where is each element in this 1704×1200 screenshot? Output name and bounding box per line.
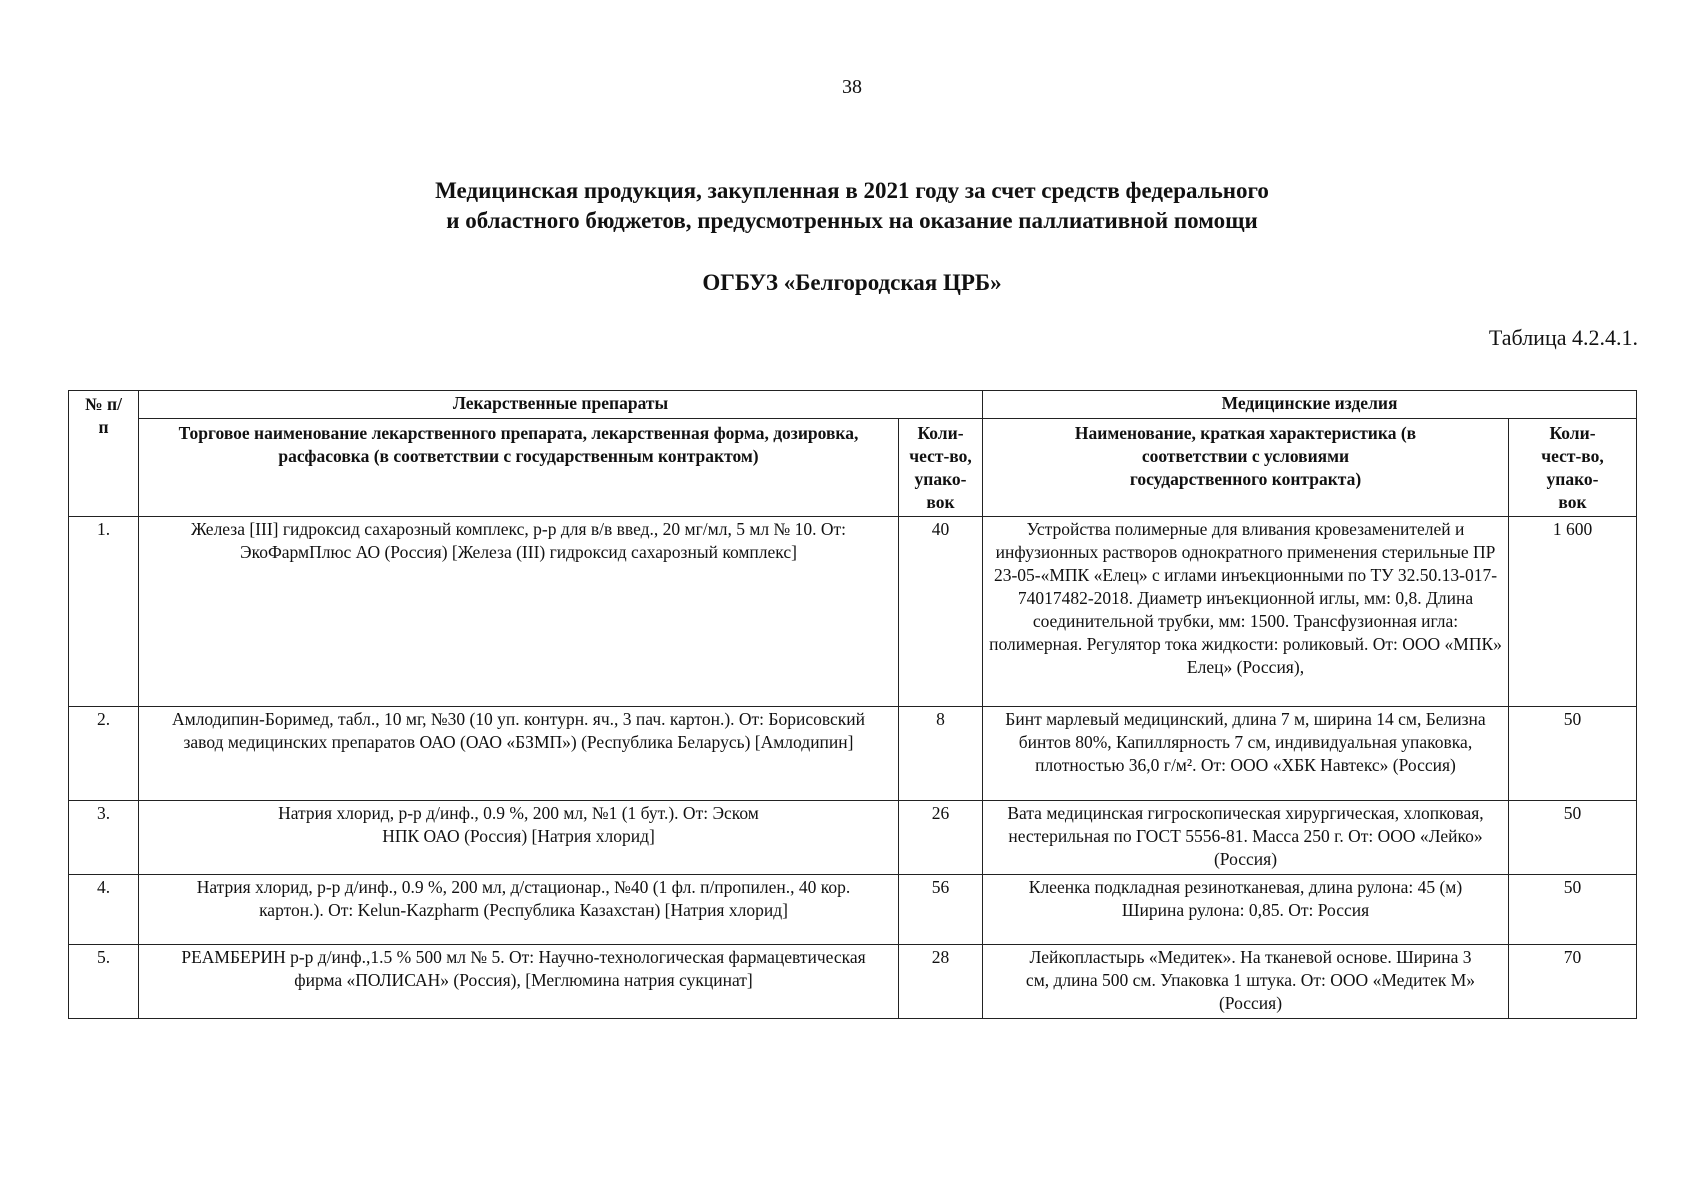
drug-quantity: 26: [899, 801, 983, 875]
drug-description: РЕАМБЕРИН р-р д/инф.,1.5 % 500 мл № 5. От: Научно-технологическая фармацевтическая фирма «ПОЛИСАН» (Россия), [Меглюмина натрия сукцинат]: [139, 945, 899, 1019]
device-description: Вата медицинская гигроскопическая хирургическая, хлопковая, нестерильная по ГОСТ 5556-81. Масса 250 г. От: ООО «Лейко» (Россия): [983, 801, 1509, 875]
document-title: [0, 176, 1704, 236]
drug-description: Натрия хлорид, р-р д/инф., 0.9 %, 200 мл, д/стационар., №40 (1 фл. п/пропилен., 40 кор. картон.). От: Kelun-Kazpharm (Республика Казахстан) [Натрия хлорид]: [139, 875, 899, 945]
header-drug-name: Торговое наименование лекарственного препарата, лекарственная форма, дозировка, расфасовка (в соответствии с государственным контрактом): [139, 419, 899, 517]
title-line-2: и областного бюджетов, предусмотренных на оказание паллиативной помощи: [446, 208, 1258, 233]
header-device-name: Наименование, краткая характеристика (в соответствии с условиями государственного контракта): [983, 419, 1509, 517]
page-number: 38: [842, 76, 862, 98]
products-table: [68, 390, 1637, 1019]
row-number: 4.: [69, 875, 139, 945]
device-quantity: 50: [1509, 707, 1637, 801]
table-caption: Таблица 4.2.4.1.: [1488, 325, 1638, 350]
drug-quantity: 40: [899, 517, 983, 707]
drug-description: Железа [III] гидроксид сахарозный комплекс, р-р для в/в введ., 20 мг/мл, 5 мл № 10. От: ЭкоФармПлюс АО (Россия) [Железа (III) гидроксид сахарозный комплекс]: [139, 517, 899, 707]
device-quantity: 50: [1509, 875, 1637, 945]
row-number: 5.: [69, 945, 139, 1019]
header-drugs-group: Лекарственные препараты: [139, 391, 983, 419]
row-number: 1.: [69, 517, 139, 707]
device-description: Лейкопластырь «Медитек». На тканевой основе. Ширина 3 см, длина 500 см. Упаковка 1 штука. От: ООО «Медитек М» (Россия): [983, 945, 1509, 1019]
drug-description: Амлодипин-Боримед, табл., 10 мг, №30 (10 уп. контурн. яч., 3 пач. картон.). От: Борисовский завод медицинских препаратов ОАО (ОАО «БЗМП») (Республика Беларусь) [Амлодипин]: [139, 707, 899, 801]
device-quantity: 50: [1509, 801, 1637, 875]
device-description: Устройства полимерные для вливания кровезаменителей и инфузионных растворов однократного применения стерильные ПР 23-05-«МПК «Елец» с иглами инъекционными по ТУ 32.50.13-017-74017482-2018. Диаметр инъекционной иглы, мм: 0,8. Длина соединительной трубки, мм: 1500. Трансфузионная игла: полимерная. Регулятор тока жидкости: роликовый. От: ООО «МПК» Елец» (Россия),: [983, 517, 1509, 707]
title-line-1: Медицинская продукция, закупленная в 2021 году за счет средств федерального: [435, 178, 1269, 203]
institution-name: ОГБУЗ «Белгородская ЦРБ»: [702, 270, 1002, 295]
header-drug-qty: Коли-чест-во, упако-вок: [899, 419, 983, 517]
table-row: [69, 875, 1637, 945]
table-row: [69, 517, 1637, 707]
drug-description: Натрия хлорид, р-р д/инф., 0.9 %, 200 мл, №1 (1 бут.). От: Эском НПК ОАО (Россия) [Натрия хлорид]: [139, 801, 899, 875]
table-row: [69, 801, 1637, 875]
device-description: Бинт марлевый медицинский, длина 7 м, ширина 14 см, Белизна бинтов 80%, Капиллярность 7 см, индивидуальная упаковка, плотностью 36,0 г/м². От: ООО «ХБК Навтекс» (Россия): [983, 707, 1509, 801]
table-group-header-row: [69, 391, 1637, 419]
row-number: 2.: [69, 707, 139, 801]
drug-quantity: 56: [899, 875, 983, 945]
drug-quantity: 8: [899, 707, 983, 801]
header-device-qty: Коли-чест-во, упако-вок: [1509, 419, 1637, 517]
device-quantity: 70: [1509, 945, 1637, 1019]
table-column-header-row: [69, 419, 1637, 517]
device-description: Клеенка подкладная резинотканевая, длина рулона: 45 (м) Ширина рулона: 0,85. От: Россия: [983, 875, 1509, 945]
device-quantity: 1 600: [1509, 517, 1637, 707]
row-number: 3.: [69, 801, 139, 875]
table-row: [69, 707, 1637, 801]
drug-quantity: 28: [899, 945, 983, 1019]
header-devices-group: Медицинские изделия: [983, 391, 1637, 419]
table-row: [69, 945, 1637, 1019]
header-num: № п/п: [69, 391, 139, 517]
